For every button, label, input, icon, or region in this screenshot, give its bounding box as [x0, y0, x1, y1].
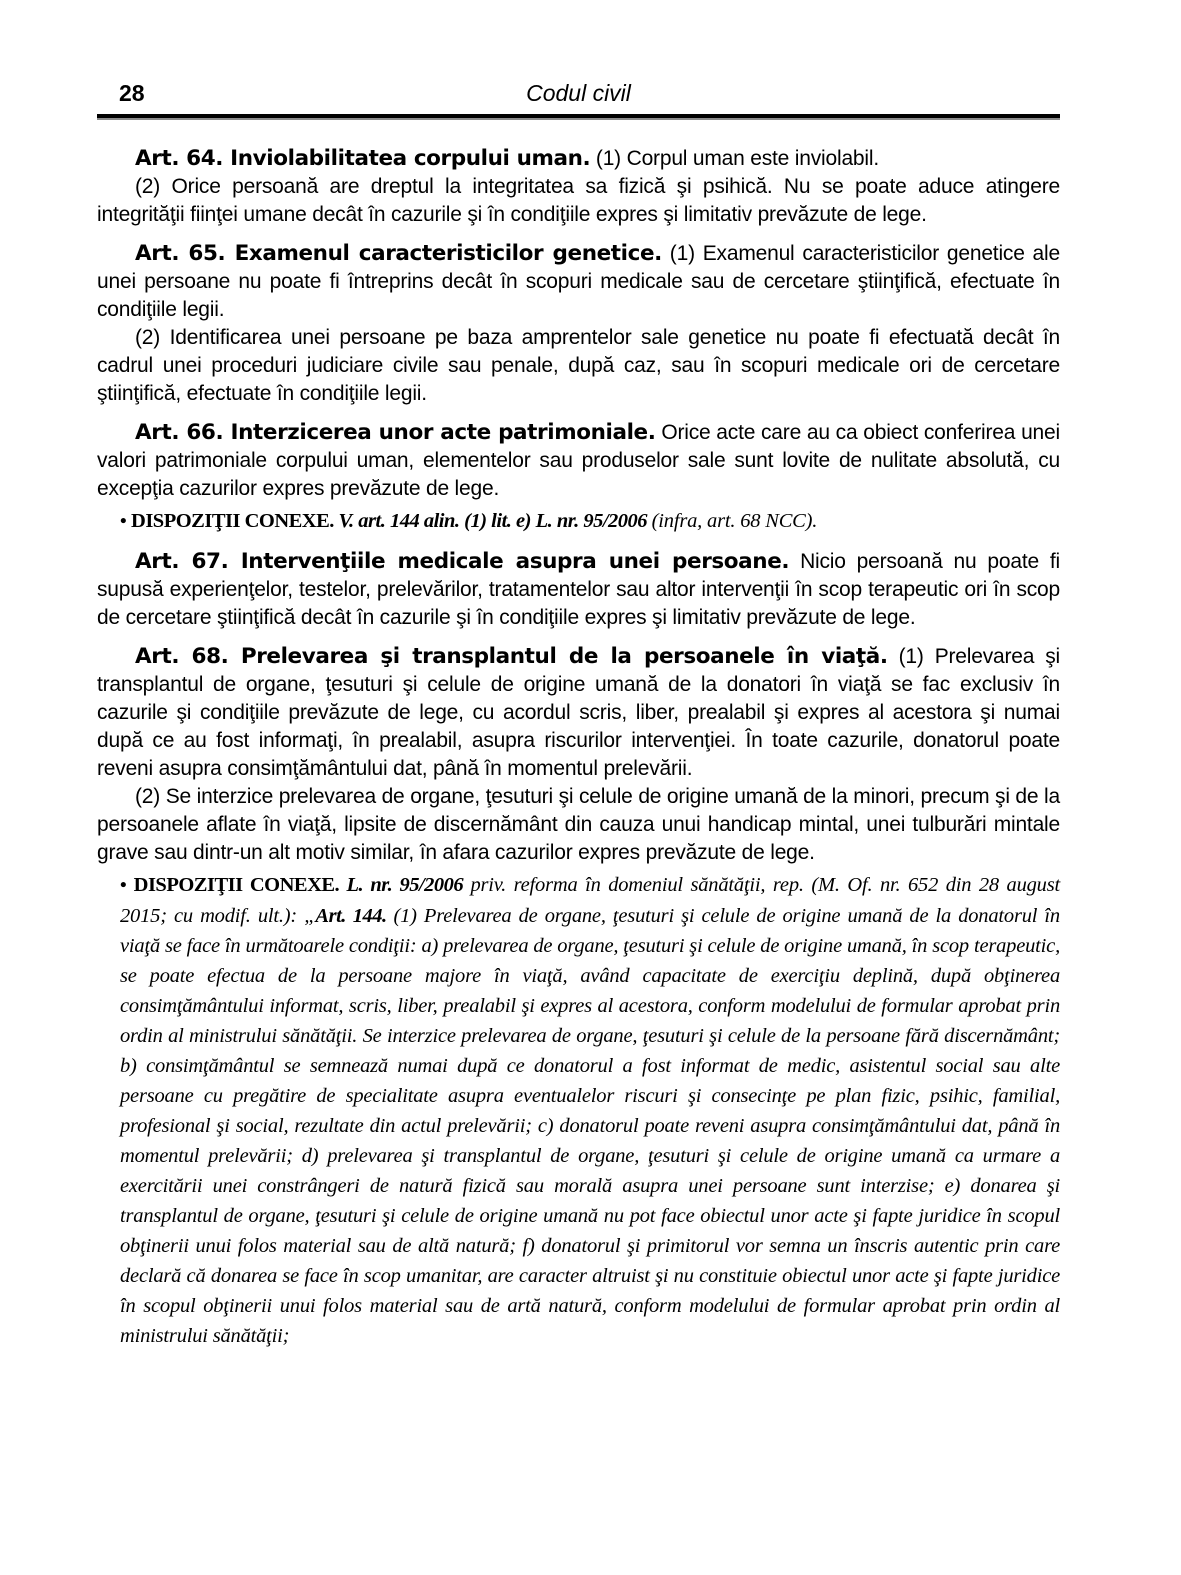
- article-paragraph: (2) Identificarea unei persoane pe baza amprentelor sale genetice nu poate fi efectuată decât în cadrul unei proceduri judiciare civile sau penale, după caz, sau în scopuri medicale ori de cercetare ştiinţifică, efectuate în condiţiile legii.: [97, 326, 1060, 405]
- note-segment: V. art. 144 alin. (1) lit. e) L. nr. 95/2006: [338, 510, 652, 532]
- note-segment: Art. 144.: [315, 905, 394, 927]
- article-paragraph: Art. 65. Examenul caracteristicilor genetice. (1) Examenul caracteristicilor genetice ale unei persoane nu poate fi întreprins decât în scopuri medicale sau de cercetare ştiinţifică, efectuate în condiţiile legii.: [97, 241, 1060, 321]
- article-art64: [97, 145, 1060, 229]
- note-segment: L. nr. 95/2006: [346, 874, 471, 896]
- article-heading: Art. 64. Inviolabilitatea corpului uman.: [135, 146, 591, 171]
- article-heading: Art. 66. Interzicerea unor acte patrimoniale.: [135, 420, 656, 445]
- conexe-note: [120, 870, 1060, 1351]
- article-paragraph: (2) Se interzice prelevarea de organe, ţesuturi şi celule de origine umană de la minori, precum şi de la persoanele aflate în viaţă, lipsite de discernământ din cauza unui handicap mintal, unei tulburări mintale grave sau dintr-un alt motiv similar, în afara cazurilor expres prevăzute de lege.: [97, 785, 1060, 864]
- header-rule: [97, 114, 1060, 118]
- conexe-note: [120, 506, 1060, 537]
- article-paragraph: Art. 68. Prelevarea şi transplantul de la persoanele în viaţă. (1) Prelevarea şi transplantul de organe, ţesuturi şi celule de origine umană de la donatori în viaţă se fac exclusiv în cazurile şi condiţiile prevăzute de lege, cu acordul scris, liber, prealabil şi expres al acestora şi numai după ce au fost informaţi, în prealabil, asupra riscurilor intervenţiei. În toate cazurile, donatorul poate reveni asupra consimţământului dat, până în momentul prelevării.: [97, 644, 1060, 780]
- note-bullet-icon: •: [120, 875, 134, 896]
- article-paragraph: Art. 66. Interzicerea unor acte patrimoniale. Orice acte care au ca obiect conferirea unei valori patrimoniale corpului uman, elementelor sau produselor sale sunt lovite de nulitate absolută, cu excepţia cazurilor expres prevăzute de lege.: [97, 420, 1060, 500]
- article-heading: Art. 65. Examenul caracteristicilor genetice.: [135, 241, 662, 266]
- page-number: 28: [119, 80, 145, 106]
- note-bullet-icon: •: [120, 511, 132, 532]
- note-segment: (1) Prelevarea de organe, ţesuturi şi celule de origine umană de la donatorul în viaţă se face în următoarele condiţii: a) prelevarea de organe, ţesuturi şi celule de origine umană, în scop terapeutic, se poate efectua de la persoane majore în viaţă, având capacitate de exerciţiu deplină, după obţinerea consimţământului informat, scris, liber, prealabil şi expres al acestora, conform modelului de formular aprobat prin ordin al ministrului sănătăţii. Se interzice prelevarea de organe, ţesuturi şi celule de la persoane fără discernământ; b) consimţământul se semnează numai după ce donatorul a fost informat de medic, asistentul social sau alte persoane cu pregătire de specialitate asupra eventualelor riscuri şi consecinţe pe plan fizic, psihic, familial, profesional şi social, rezultate din actul prelevării; c) donatorul poate reveni asupra consimţământului dat, până în momentul prelevării; d) prelevarea şi transplantul de organe, ţesuturi şi celule de origine umană ca urmare a exercitării unei constrângeri de natură fizică sau morală asupra unei persoane sunt interzise; e) donarea şi transplantul de organe, ţesuturi şi celule de origine umană nu pot face obiectul unor acte şi fapte juridice în scopul obţinerii unui folos material sau de altă natură; f) donatorul şi primitorul vor semna un înscris autentic prin care declară că donarea se face în scop umanitar, are caracter altruist şi nu constituie obiectul unor acte şi fapte juridice în scopul obţinerii unui folos material sau de artă natură, conform modelului de formular aprobat prin ordin al ministrului sănătăţii;: [120, 905, 1060, 1347]
- articles-container: [97, 145, 1060, 1351]
- note-segment: priv. reforma în domeniul sănătăţii, rep. (M. Of. nr. 652 din 28 august 2015; cu modif. ult.): „: [120, 874, 1060, 927]
- article-paragraph: Art. 67. Intervenţiile medicale asupra unei persoane. Nicio persoană nu poate fi supusă experienţelor, testelor, prelevărilor, tratamentelor sau altor intervenţii în scop terapeutic ori în scop de cercetare ştiinţifică decât în cazurile şi în condiţiile expres şi limitativ prevăzute de lege.: [97, 549, 1060, 629]
- article-paragraph: Art. 64. Inviolabilitatea corpului uman. (1) Corpul uman este inviolabil.: [135, 146, 879, 171]
- article-art68: [97, 643, 1060, 1351]
- article-heading: Art. 68. Prelevarea şi transplantul de la persoanele în viaţă.: [135, 644, 888, 669]
- article-heading: Art. 67. Intervenţiile medicale asupra unei persoane.: [135, 549, 790, 574]
- note-segment: (infra, art. 68 NCC).: [651, 510, 818, 532]
- note-segment: DISPOZIŢII CONEXE.: [133, 874, 347, 896]
- article-art67: [97, 548, 1060, 632]
- note-segment: DISPOZIŢII CONEXE.: [131, 510, 339, 532]
- page-header: [97, 80, 1060, 110]
- article-art66: [97, 419, 1060, 537]
- running-title: Codul civil: [526, 80, 631, 106]
- article-art65: [97, 240, 1060, 408]
- article-paragraph: (2) Orice persoană are dreptul la integritatea sa fizică şi psihică. Nu se poate aduce atingere integrităţii fiinţei umane decât în cazurile şi în condiţiile expres şi limitativ prevăzute de lege.: [97, 175, 1060, 226]
